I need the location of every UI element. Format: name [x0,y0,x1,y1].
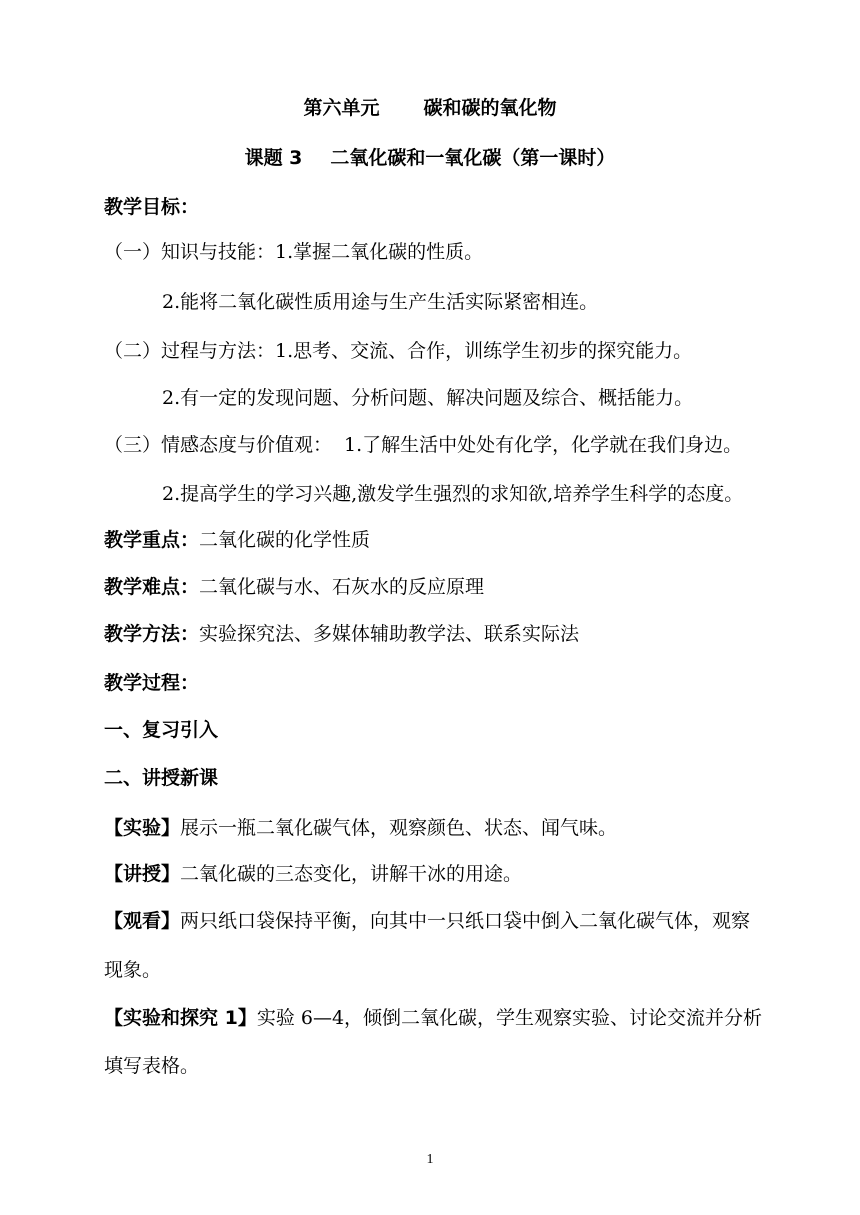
step-explore [104,1006,762,1030]
unit-title [0,96,860,120]
objective-process-label: （二）过程与方法： [104,340,276,362]
methods [104,622,579,646]
step-tag: 【实验】 [104,817,181,839]
page-number: 1 [426,1152,434,1167]
step-lecture [104,862,522,886]
key-point-label: 教学重点： [104,529,200,551]
objective-text: 1.了解生活中处处有化学，化学就在我们身边。 [344,434,743,456]
objective-text: 1.思考、交流、合作，训练学生初步的探究能力。 [275,340,693,362]
key-point [104,528,370,552]
methods-text: 实验探究法、多媒体辅助教学法、联系实际法 [199,623,580,645]
objective-knowledge-label: （一）知识与技能： [104,241,276,263]
key-point-text: 二氧化碳的化学性质 [199,529,371,551]
step-watch [104,909,750,933]
step-tag: 【实验和探究 1】 [104,1007,257,1029]
step-watch-continued: 现象。 [104,959,162,981]
methods-label: 教学方法： [104,623,200,645]
lesson-number: 课题 3 [244,147,303,169]
difficulty [104,575,484,599]
step-experiment [104,816,617,840]
objective-emotion-1 [104,433,742,457]
objective-emotion-2: 2.提高学生的学习兴趣,激发学生强烈的求知欲,培养学生科学的态度。 [162,483,744,505]
objective-process-1 [104,339,692,363]
step-explore-continued: 填写表格。 [104,1055,200,1077]
lesson-title [0,146,860,170]
objective-emotion-label: （三）情感态度与价值观： [104,434,333,456]
objective-process-2: 2.有一定的发现问题、分析问题、解决问题及综合、概括能力。 [162,387,694,409]
section-new-lesson: 二、讲授新课 [104,767,219,789]
step-tag: 【讲授】 [104,863,181,885]
section-review: 一、复习引入 [104,719,219,741]
step-text: 两只纸口袋保持平衡，向其中一只纸口袋中倒入二氧化碳气体，观察 [180,910,751,932]
step-tag: 【观看】 [104,910,181,932]
lesson-name: 二氧化碳和一氧化碳（第一课时） [330,147,616,169]
objective-knowledge-2: 2.能将二氧化碳性质用途与生产生活实际紧密相连。 [162,291,599,313]
step-text: 二氧化碳的三态变化，讲解干冰的用途。 [180,863,523,885]
step-text: 展示一瓶二氧化碳气体，观察颜色、状态、闻气味。 [180,817,618,839]
process-heading: 教学过程： [104,672,200,694]
objective-text: 1.掌握二氧化碳的性质。 [275,241,484,263]
difficulty-label: 教学难点： [104,576,200,598]
difficulty-text: 二氧化碳与水、石灰水的反应原理 [199,576,485,598]
objectives-heading: 教学目标： [104,196,200,218]
unit-number: 第六单元 [303,97,380,119]
objective-knowledge-1 [104,240,483,264]
step-text: 实验 6—4，倾倒二氧化碳，学生观察实验、讨论交流并分析 [256,1007,763,1029]
unit-topic: 碳和碳的氧化物 [423,97,557,119]
